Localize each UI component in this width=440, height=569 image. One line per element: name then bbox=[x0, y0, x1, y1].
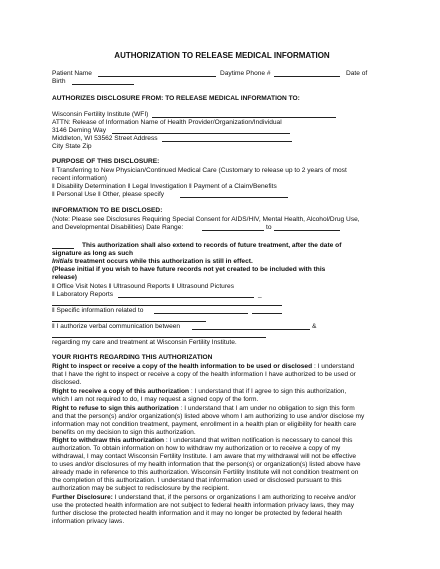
info-date-range: and Developmental Disabilities) Date Range: bbox=[52, 224, 184, 231]
right-copy-line bbox=[52, 388, 346, 396]
right-withdraw-r1: : I understand that written notification is necessary to cancel this bbox=[164, 437, 353, 444]
specific-info-option[interactable]: ‖ Specific information related to bbox=[52, 307, 144, 314]
verbal-comm-option[interactable]: ‖ I authorize verbal communication between bbox=[52, 323, 181, 330]
purpose-transfer-option[interactable]: ‖ Transferring to New Physician/Continued Medical Care (Customary to release up to 2 years of most bbox=[52, 167, 347, 174]
right-refuse-r2: and that the person(s) and/or organization(s) listed above whom I am authorizing to use and/or disclose my bbox=[52, 413, 365, 420]
lab-reports-field[interactable] bbox=[118, 297, 254, 298]
initials-italic: Initials bbox=[52, 258, 73, 265]
right-refuse-title: Right to refuse to sign this authorization bbox=[52, 405, 179, 412]
date-range-to: to bbox=[266, 224, 272, 231]
date-range-start[interactable] bbox=[202, 230, 264, 231]
recipient-city-field[interactable] bbox=[162, 141, 292, 142]
further-disclosure-r4: information privacy laws. bbox=[52, 518, 125, 525]
right-inspect-r3: disclosed. bbox=[52, 379, 82, 386]
initials-rest: treatment occurs while this authorization is still in effect. bbox=[72, 258, 253, 265]
info-note: (Note: Please see Disclosures Requiring Special Consent for AIDS/HIV, Mental Health, Alcohol/Drug Use, bbox=[52, 216, 360, 223]
specific-info-field[interactable] bbox=[154, 313, 248, 314]
record-type-options[interactable]: ‖ Office Visit Notes ‖ Ultrasound Reports ‖ Ultrasound Pictures bbox=[52, 283, 235, 290]
blank-line-1[interactable] bbox=[52, 305, 282, 306]
city-state-zip-label: City State Zip bbox=[52, 143, 92, 150]
rights-heading: YOUR RIGHTS REGARDING THIS AUTHORIZATION bbox=[52, 354, 213, 361]
attn-line: ATTN: Release of Information Name of Health Provider/Organization/Individual bbox=[52, 119, 282, 126]
provider-street: 3146 Deming Way bbox=[52, 127, 106, 134]
daytime-phone-label: Daytime Phone # bbox=[220, 70, 271, 77]
right-refuse-r4: benefits on my decision to sign this authorization. bbox=[52, 429, 196, 436]
right-refuse-r3: information may not condition treatment, payment, enrollment in a health plan or eligibility for health care bbox=[52, 421, 357, 428]
right-refuse-r1: : I understand that I am under no obligation to sign this form bbox=[178, 405, 355, 412]
lab-reports-option[interactable]: ‖ Laboratory Reports bbox=[52, 291, 113, 298]
right-withdraw-r4: to uses and/or disclosures of my health information that the person(s) or organization(s) listed above have bbox=[52, 461, 361, 468]
dob-label-cont: Birth bbox=[52, 78, 66, 85]
patient-name-label: Patient Name bbox=[52, 70, 92, 77]
info-heading: INFORMATION TO BE DISCLOSED: bbox=[52, 207, 163, 214]
further-disclosure-r3: further disclose the protected health information and it may no longer be protected by federal health bbox=[52, 510, 342, 517]
lab-dash: _ bbox=[258, 291, 262, 298]
recipient-name-field[interactable] bbox=[152, 117, 336, 118]
provider-org-name: Wisconsin Fertility Institute (WFI) bbox=[52, 111, 149, 118]
blank-line-2[interactable] bbox=[52, 321, 206, 322]
right-inspect-r1: : I understand bbox=[312, 363, 355, 370]
future-records-text: This authorization shall also extend to records of future treatment, after the date of bbox=[82, 242, 342, 249]
blank-line-3[interactable] bbox=[52, 337, 266, 338]
patient-name-field[interactable] bbox=[98, 76, 216, 77]
purpose-other-options[interactable]: ‖ Disability Determination ‖ Legal Investigation ‖ Payment of a Claim/Benefits bbox=[52, 183, 277, 190]
right-withdraw-r6: the completion of this authorization. I understand that information used or disclosed pursuant to this bbox=[52, 477, 342, 484]
right-withdraw-line bbox=[52, 437, 352, 445]
future-records-cont: signature as long as such bbox=[52, 250, 133, 257]
please-initial-cont: release) bbox=[52, 274, 77, 281]
purpose-heading: PURPOSE OF THIS DISCLOSURE: bbox=[52, 158, 160, 165]
dob-field[interactable] bbox=[72, 84, 134, 85]
right-copy-title: Right to receive a copy of this authorization bbox=[52, 388, 190, 395]
date-range-end[interactable] bbox=[274, 230, 340, 231]
further-disclosure-r1: I understand that, if the persons or organizations I am authorizing to receive and/or bbox=[112, 494, 356, 501]
verbal-amp: & bbox=[312, 323, 317, 330]
further-disclosure-title: Further Disclosure: bbox=[52, 494, 113, 501]
right-withdraw-r5: already made in reference to this authorization. Wisconsin Fertility Institute will not condition treatment on bbox=[52, 469, 359, 476]
right-withdraw-title: Right to withdraw this authorization bbox=[52, 437, 165, 444]
please-initial-text: (Please initial if you wish to have future records not yet created to be included with this bbox=[52, 266, 326, 273]
future-initials-field[interactable] bbox=[52, 248, 74, 249]
authorizes-heading: AUTHORIZES DISCLOSURE FROM: TO RELEASE MEDICAL INFORMATION TO: bbox=[52, 95, 300, 102]
further-disclosure-r2: use the protected health information are not subject to federal health information privacy laws, they may bbox=[52, 502, 355, 509]
right-withdraw-r2: authorization. To obtain information on how to withdraw my authorization or to receive a copy of my bbox=[52, 445, 341, 452]
recipient-street-field[interactable] bbox=[112, 133, 290, 134]
dob-label: Date of bbox=[346, 70, 368, 77]
provider-city-line: Middleton, WI 53562 Street Address bbox=[52, 135, 158, 142]
purpose-personal-other[interactable]: ‖ Personal Use ‖ Other, please specify bbox=[52, 191, 165, 198]
right-refuse-line bbox=[52, 405, 355, 413]
right-withdraw-r3: withdrawal, I may contact Wisconsin Fertility Institute. I am aware that my withdrawal will not be effective bbox=[52, 453, 357, 460]
further-disclosure-line bbox=[52, 494, 356, 502]
initials-line bbox=[52, 258, 253, 266]
daytime-phone-field[interactable] bbox=[274, 76, 340, 77]
right-inspect-title: Right to inspect or receive a copy of the health information to be used or disclosed bbox=[52, 363, 313, 370]
verbal-comm-field[interactable] bbox=[192, 329, 310, 330]
purpose-transfer-cont: recent information) bbox=[52, 175, 107, 182]
regarding-text: regarding my care and treatment at Wisconsin Fertility Institute. bbox=[52, 339, 237, 346]
specific-info-field-2[interactable] bbox=[252, 313, 282, 314]
other-specify-field[interactable] bbox=[180, 197, 288, 198]
document-title: AUTHORIZATION TO RELEASE MEDICAL INFORMATION bbox=[114, 51, 330, 60]
right-withdraw-r7: authorization may be subject to redisclosure by the recipient. bbox=[52, 485, 230, 492]
right-inspect-r2: that I have the right to inspect or receive a copy of the health information I have authorized to be used or bbox=[52, 371, 356, 378]
right-copy-r2: which I am not required to do, I may request a signed copy of the form. bbox=[52, 396, 259, 403]
right-inspect-line bbox=[52, 363, 354, 371]
right-copy-r1: : I understand that if I agree to sign this authorization, bbox=[189, 388, 347, 395]
